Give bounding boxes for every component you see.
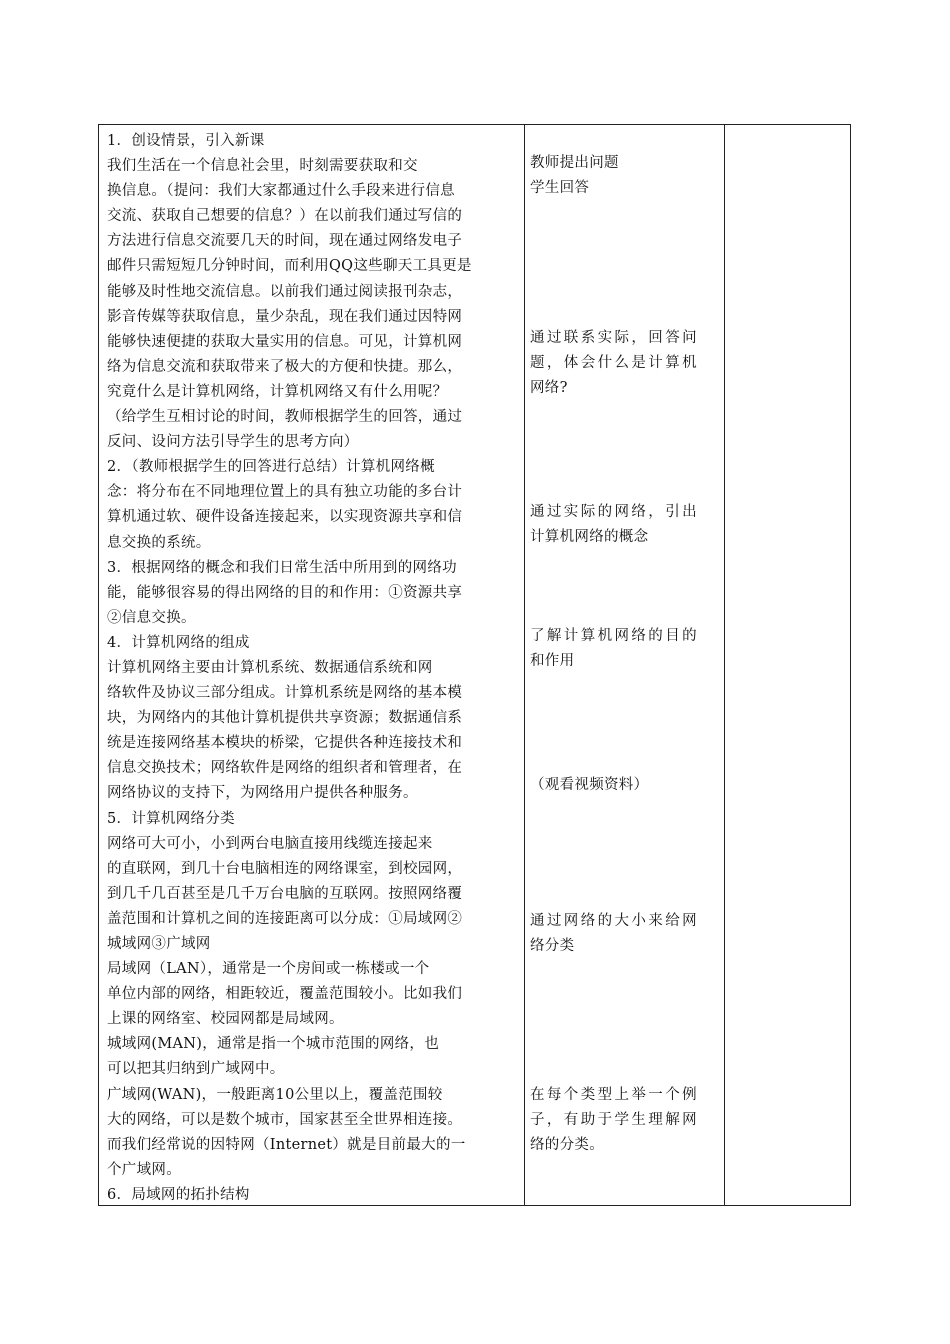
heading-step-6: 6．局域网的拓扑结构: [107, 1186, 250, 1203]
teacher-note: 络的分类。: [530, 1137, 604, 1153]
teacher-note: 和作用: [530, 653, 575, 669]
paragraph-line: 单位内部的网络，相距较近，覆盖范围较小。比如我们: [107, 986, 463, 1003]
paragraph-line: 息交换的系统。: [107, 534, 211, 551]
teacher-note: 了解计算机网络的目的: [530, 628, 699, 644]
paragraph-line: 影音传媒等获取信息，量少杂乱，现在我们通过因特网: [107, 308, 463, 325]
paragraph-line: 城域网③广域网: [107, 936, 211, 952]
paragraph-line: 统是连接网络基本模块的桥梁，它提供各种连接技术和: [107, 735, 463, 752]
paragraph-line: 络软件及协议三部分组成。计算机系统是网络的基本模: [107, 685, 463, 702]
paragraph-line: 上课的网络室、校园网都是局域网。: [107, 1011, 344, 1028]
teacher-note: （观看视频资料）: [530, 777, 649, 793]
teacher-note: 通过联系实际，回答问: [530, 330, 699, 346]
paragraph-line: 换信息。（提问：我们大家都通过什么手段来进行信息: [107, 183, 455, 200]
heading-step-3: 3．根据网络的概念和我们日常生活中所用到的网络功: [107, 559, 457, 576]
paragraph-line: 反问、设问方法引导学生的思考方向）: [107, 434, 359, 451]
paragraph-line: 信息交换技术；网络软件是网络的组织者和管理者，在: [107, 760, 463, 777]
paragraph-line: 广域网(WAN)，一般距离10公里以上，覆盖范围较: [107, 1086, 443, 1103]
teacher-note: 教师提出问题: [530, 155, 619, 171]
paragraph-line: 而我们经常说的因特网（Internet）就是目前最大的一: [107, 1136, 466, 1153]
paragraph-line: 盖范围和计算机之间的连接距离可以分成：①局域网②: [107, 910, 463, 927]
column-divider-1: [524, 125, 525, 1205]
paragraph-line: 城域网(MAN)，通常是指一个城市范围的网络，也: [107, 1036, 440, 1053]
teacher-note: 网络?: [530, 380, 568, 396]
paragraph-line: 可以把其归纳到广域网中。: [107, 1061, 285, 1078]
column-divider-2: [724, 125, 725, 1205]
teacher-note: 通过实际的网络，引出: [530, 504, 699, 520]
paragraph-line: ②信息交换。: [107, 609, 196, 626]
paragraph-line: 究竟什么是计算机网络，计算机网络又有什么用呢？: [107, 383, 448, 400]
paragraph-line: 到几千几百甚至是几千万台电脑的互联网。按照网络覆: [107, 885, 463, 902]
paragraph-line: 个广域网。: [107, 1161, 181, 1178]
teacher-note: 在每个类型上举一个例: [530, 1087, 699, 1103]
paragraph-line: 邮件只需短短几分钟时间，而利用QQ这些聊天工具更是: [107, 258, 472, 275]
paragraph-line: 念：将分布在不同地理位置上的具有独立功能的多台计: [107, 484, 463, 501]
teacher-note: 学生回答: [530, 180, 590, 196]
teacher-note: 题，体会什么是计算机: [530, 355, 699, 371]
paragraph-line: 局域网（LAN），通常是一个房间或一栋楼或一个: [107, 961, 430, 978]
paragraph-line: 络为信息交流和获取带来了极大的方便和快捷。那么，: [107, 358, 463, 375]
paragraph-line: 交流、获取自己想要的信息？）在以前我们通过写信的: [107, 208, 463, 225]
paragraph-line: 网络可大可小，小到两台电脑直接用线缆连接起来: [107, 835, 433, 852]
heading-step-5: 5．计算机网络分类: [107, 810, 235, 827]
paragraph-line: 大的网络，可以是数个城市，国家甚至全世界相连接。: [107, 1111, 463, 1128]
paragraph-line: 我们生活在一个信息社会里，时刻需要获取和交: [107, 158, 418, 175]
paragraph-line: 计算机网络主要由计算机系统、数据通信系统和网: [107, 659, 433, 676]
teacher-note: 通过网络的大小来给网: [530, 913, 699, 929]
paragraph-line: 的直联网，到几十台电脑相连的网络课室，到校园网，: [107, 860, 463, 877]
paragraph-line: （给学生互相讨论的时间，教师根据学生的回答，通过: [107, 409, 463, 426]
paragraph-line: 方法进行信息交流要几天的时间，现在通过网络发电子: [107, 233, 463, 250]
paragraph-line: 网络协议的支持下，为网络用户提供各种服务。: [107, 785, 418, 802]
paragraph-line: 能，能够很容易的得出网络的目的和作用：①资源共享: [107, 584, 463, 601]
lesson-content-column: [99, 125, 524, 1208]
paragraph-line: 能够快速便捷的获取大量实用的信息。可见，计算机网: [107, 333, 463, 350]
teacher-note: 计算机网络的概念: [530, 529, 649, 545]
paragraph-line: 块，为网络内的其他计算机提供共享资源；数据通信系: [107, 710, 463, 727]
heading-step-1: 1．创设情景，引入新课: [107, 133, 265, 149]
teacher-note: 子，有助于学生理解网: [530, 1112, 699, 1128]
heading-step-4: 4．计算机网络的组成: [107, 634, 250, 651]
lesson-table: [98, 124, 851, 1206]
heading-step-2: 2．（教师根据学生的回答进行总结）计算机网络概: [107, 459, 435, 476]
teacher-note: 络分类: [530, 938, 575, 954]
paragraph-line: 算机通过软、硬件设备连接起来，以实现资源共享和信: [107, 509, 463, 526]
paragraph-line: 能够及时性地交流信息。以前我们通过阅读报刊杂志，: [107, 283, 463, 300]
